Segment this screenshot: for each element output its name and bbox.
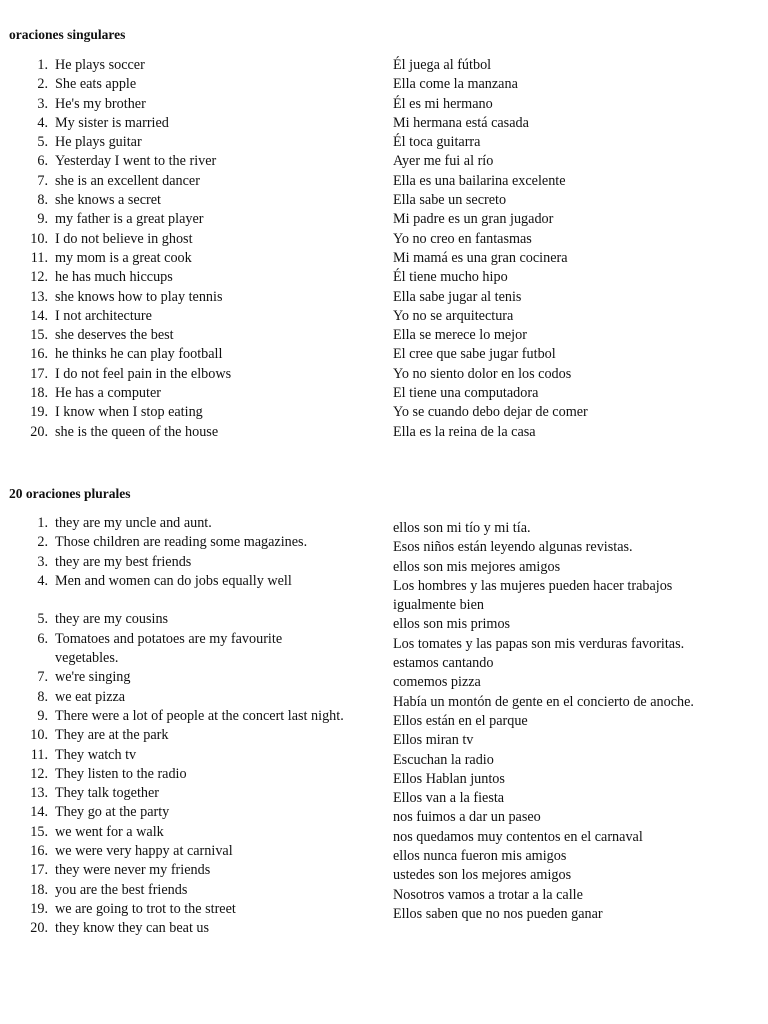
item-number: 11.	[30, 249, 48, 266]
list-item	[30, 326, 231, 345]
item-number: 11.	[30, 746, 48, 763]
list-item	[30, 746, 344, 765]
translation-item: Ellos están en el parque	[393, 712, 528, 729]
translation-item: igualmente bien	[393, 597, 485, 614]
item-text: He plays guitar	[55, 134, 142, 151]
translation-item: Nosotros vamos a trotar a la calle	[393, 886, 583, 903]
list-item	[30, 249, 231, 268]
list-item	[30, 307, 231, 326]
list-item	[37, 114, 231, 133]
list-item	[30, 881, 344, 900]
item-text: They listen to the radio	[55, 765, 187, 782]
translation-item: comemos pizza	[393, 674, 481, 691]
item-text: They talk together	[55, 785, 160, 802]
list-item	[37, 514, 344, 533]
list-item	[37, 572, 344, 591]
translation-item: Él juega al fútbol	[393, 57, 492, 73]
item-number: 16.	[30, 346, 48, 363]
list-item	[30, 423, 231, 442]
list-item	[37, 210, 231, 229]
translation-item: Ella es la reina de la casa	[393, 423, 536, 440]
list-item	[30, 842, 344, 861]
list-item	[30, 384, 231, 403]
translation-item: Esos niños están leyendo algunas revistas.	[393, 539, 633, 556]
translation-item: Escuchan la radio	[393, 751, 494, 768]
list-item	[37, 56, 231, 75]
translation-item: Yo no siento dolor en los codos	[393, 365, 572, 382]
translation-item: Mi hermana está casada	[393, 114, 529, 131]
list-item	[37, 610, 344, 629]
translation-item: Yo se cuando debo dejar de comer	[393, 404, 588, 421]
item-text: They go at the party	[55, 804, 170, 821]
item-number: 8.	[37, 192, 48, 209]
translation-item: Él es mi hermano	[393, 95, 493, 112]
list-item	[37, 668, 344, 687]
item-number: 20.	[30, 920, 48, 937]
translation-item: El tiene una computadora	[393, 385, 539, 402]
list-item	[30, 803, 344, 822]
item-number: 5.	[37, 611, 48, 628]
item-text: she is an excellent dancer	[55, 172, 200, 189]
list-item	[30, 345, 231, 364]
list-item	[37, 688, 344, 707]
item-text: I do not believe in ghost	[55, 230, 193, 247]
list-item	[30, 365, 232, 384]
item-number: 2.	[37, 534, 48, 551]
item-number: 14.	[30, 307, 48, 324]
item-text: they are my uncle and aunt.	[55, 515, 212, 531]
item-text: She eats apple	[55, 76, 137, 93]
item-number: 13.	[30, 785, 48, 802]
item-number: 5.	[37, 134, 48, 151]
list-item	[37, 630, 330, 669]
item-number: 10.	[30, 230, 48, 247]
item-number: 7.	[37, 172, 48, 189]
item-text: He plays soccer	[55, 57, 145, 73]
item-number: 20.	[30, 423, 48, 440]
item-text: Those children are reading some magazines.	[55, 534, 308, 551]
item-text: they know they can beat us	[55, 920, 210, 937]
translation-item: El cree que sabe jugar futbol	[393, 346, 556, 363]
plural-english-list	[30, 514, 344, 939]
list-item	[30, 919, 344, 938]
translation-item: nos fuimos a dar un paseo	[393, 809, 541, 826]
item-text: she knows how to play tennis	[55, 288, 223, 305]
translation-item: Ellos Hablan juntos	[393, 770, 505, 787]
item-number: 13.	[30, 288, 48, 305]
item-text: we're singing	[55, 669, 131, 686]
item-number: 15.	[30, 327, 48, 344]
item-number: 19.	[30, 404, 48, 421]
translation-item: ellos son mi tío y mi tía.	[393, 520, 531, 536]
list-item	[37, 553, 344, 572]
item-text: They are at the park	[55, 727, 169, 744]
item-text: he has much hiccups	[55, 269, 173, 286]
translation-item: ellos son mis primos	[393, 616, 511, 633]
singular-spanish-list	[393, 56, 588, 442]
item-text: Yesterday I went to the river	[55, 153, 217, 170]
item-text: I know when I stop eating	[55, 404, 203, 421]
translation-item: Ellos miran tv	[393, 732, 474, 749]
item-number: 3.	[37, 553, 48, 570]
translation-item: Yo no creo en fantasmas	[393, 230, 532, 247]
item-number: 19.	[30, 900, 48, 917]
item-number: 2.	[37, 76, 48, 93]
translation-item: Él toca guitarra	[393, 134, 481, 151]
item-number: 10.	[30, 727, 48, 744]
item-number: 17.	[30, 365, 48, 382]
list-item	[37, 75, 231, 94]
item-number: 9.	[37, 211, 48, 228]
list-item	[37, 533, 344, 552]
translation-item: Los hombres y las mujeres pueden hacer trabajos	[393, 577, 673, 594]
list-item	[37, 172, 231, 191]
item-text: they are my cousins	[55, 611, 169, 628]
translation-item: Ellos saben que no nos pueden ganar	[393, 905, 603, 922]
item-text: she knows a secret	[55, 192, 161, 209]
item-number: 4.	[37, 572, 48, 589]
item-text: we are going to trot to the street	[55, 900, 236, 917]
item-number: 15.	[30, 823, 48, 840]
item-number: 3.	[37, 95, 48, 112]
list-item	[30, 288, 231, 307]
item-text: I do not feel pain in the elbows	[55, 365, 232, 382]
list-item	[30, 900, 344, 919]
item-number: 8.	[37, 688, 48, 705]
item-text: they are my best friends	[55, 553, 192, 570]
item-number: 9.	[37, 707, 48, 724]
item-text: we were very happy at carnival	[55, 843, 233, 860]
item-number: 7.	[37, 669, 48, 686]
item-number: 6.	[37, 153, 48, 170]
item-number: 12.	[30, 269, 48, 286]
item-text: I not architecture	[55, 307, 152, 324]
item-number: 12.	[30, 765, 48, 782]
item-text: she deserves the best	[55, 327, 174, 344]
item-number: 4.	[37, 114, 48, 131]
list-item	[30, 230, 231, 249]
translation-item: ellos nunca fueron mis amigos	[393, 848, 567, 865]
item-text: they were never my friends	[55, 862, 211, 879]
item-text: we eat pizza	[55, 688, 126, 705]
list-item	[37, 152, 231, 171]
list-item	[37, 133, 231, 152]
list-item	[30, 765, 344, 784]
item-text: Tomatoes and potatoes are my favourite vegetables.	[55, 630, 283, 667]
item-number: 6.	[37, 630, 48, 647]
translation-item: Él tiene mucho hipo	[393, 269, 508, 286]
list-item	[30, 784, 344, 803]
item-text: There were a lot of people at the concert last night.	[55, 707, 344, 724]
translation-item: estamos cantando	[393, 655, 494, 672]
translation-item: Ella come la manzana	[393, 76, 518, 93]
translation-item: Ella sabe un secreto	[393, 192, 507, 209]
translation-item: Ella se merece lo mejor	[393, 327, 527, 344]
translation-item: Había un montón de gente en el concierto de anoche.	[393, 693, 694, 710]
list-item	[30, 823, 344, 842]
translation-item: Mi mamá es una gran cocinera	[393, 249, 568, 266]
item-text: he thinks he can play football	[55, 346, 223, 363]
item-number: 17.	[30, 862, 48, 879]
list-item	[37, 95, 231, 114]
item-number: 18.	[30, 881, 48, 898]
item-number: 1.	[37, 515, 48, 531]
translation-item: Ellos van a la fiesta	[393, 790, 505, 807]
item-text: my mom is a great cook	[55, 249, 192, 266]
item-text: my father is a great player	[55, 211, 204, 228]
item-text: He has a computer	[55, 385, 161, 402]
translation-item: ellos son mis mejores amigos	[393, 558, 561, 575]
item-number: 14.	[30, 804, 48, 821]
translation-item: Mi padre es un gran jugador	[393, 211, 554, 228]
translation-item: Los tomates y las papas son mis verduras favoritas.	[393, 635, 685, 652]
plural-spanish-list	[393, 519, 694, 924]
singular-heading: oraciones singulares	[9, 27, 126, 42]
list-item	[30, 726, 344, 745]
list-item	[30, 861, 344, 880]
item-text: Men and women can do jobs equally well	[55, 572, 292, 589]
singular-english-list	[30, 56, 232, 442]
translation-item: Ella sabe jugar al tenis	[393, 288, 522, 305]
plural-heading: 20 oraciones plurales	[9, 486, 131, 501]
item-number: 1.	[37, 57, 48, 73]
list-item	[30, 268, 231, 287]
list-item	[30, 403, 231, 422]
translation-item: Ayer me fui al río	[393, 153, 494, 170]
translation-item: Yo no se arquitectura	[393, 307, 514, 324]
item-text: My sister is married	[55, 114, 169, 131]
item-text: we went for a walk	[55, 823, 164, 840]
list-item	[37, 707, 344, 726]
item-text: He's my brother	[55, 95, 146, 112]
list-item	[37, 191, 231, 210]
translation-item: nos quedamos muy contentos en el carnaval	[393, 828, 643, 845]
item-number: 18.	[30, 385, 48, 402]
translation-item: ustedes son los mejores amigos	[393, 867, 572, 884]
item-number: 16.	[30, 843, 48, 860]
item-text: They watch tv	[55, 746, 137, 763]
item-text: you are the best friends	[55, 881, 188, 898]
translation-item: Ella es una bailarina excelente	[393, 172, 566, 189]
item-text: she is the queen of the house	[55, 423, 219, 440]
